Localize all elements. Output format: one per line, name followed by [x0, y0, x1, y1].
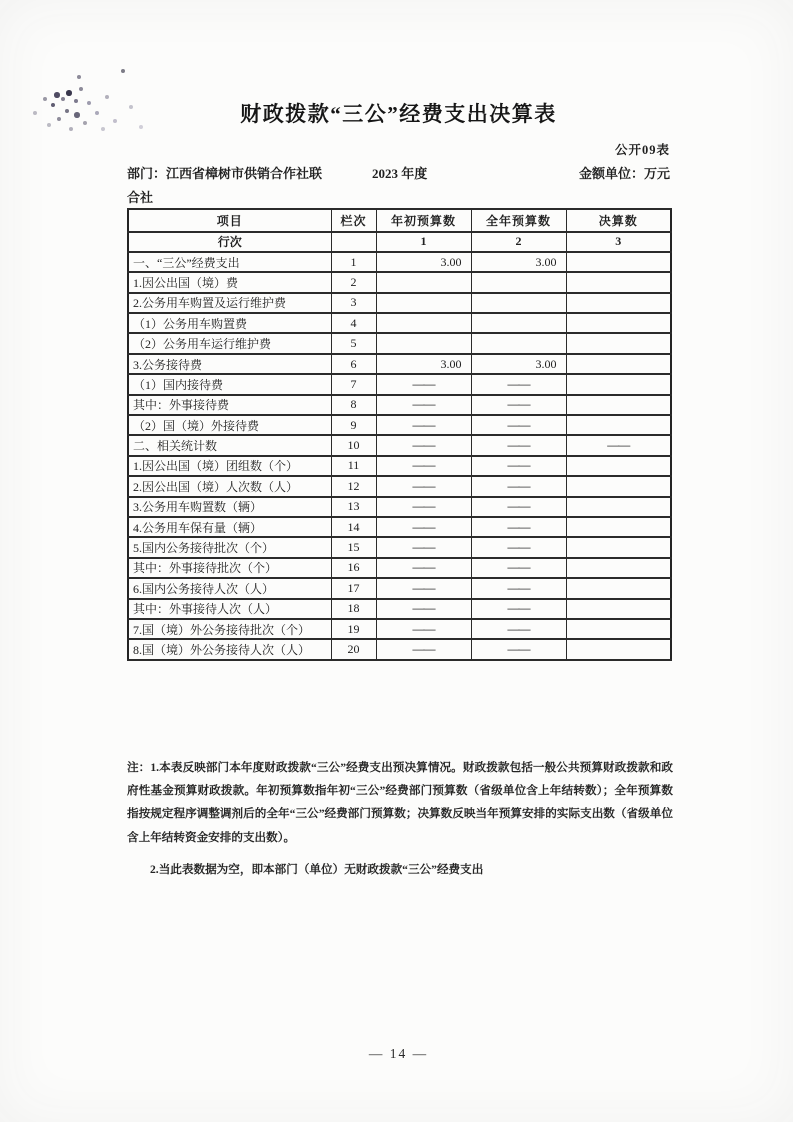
table-row	[128, 354, 671, 374]
table-row	[128, 599, 671, 619]
item-cell: 其中：外事接待费	[128, 395, 331, 415]
initial-budget-cell: 3.00	[376, 354, 471, 374]
initial-budget-cell: ——	[376, 639, 471, 659]
annual-budget-cell: ——	[471, 435, 566, 455]
line-number-cell: 2	[331, 272, 376, 292]
final-accounts-cell	[566, 456, 671, 476]
note-2: 2.当此表数据为空，即本部门（单位）无财政拨款“三公”经费支出	[150, 862, 484, 876]
subheader-col1: 1	[376, 232, 471, 252]
final-accounts-cell	[566, 415, 671, 435]
table-row	[128, 272, 671, 292]
initial-budget-cell: ——	[376, 537, 471, 557]
initial-budget-cell: ——	[376, 619, 471, 639]
item-cell: 3.公务接待费	[128, 354, 331, 374]
item-cell: （2）国（境）外接待费	[128, 415, 331, 435]
initial-budget-cell: ——	[376, 456, 471, 476]
annual-budget-cell: ——	[471, 578, 566, 598]
table-row	[128, 313, 671, 333]
item-cell: 3.公务用车购置数（辆）	[128, 497, 331, 517]
initial-budget-cell: 3.00	[376, 252, 471, 272]
initial-budget-cell: ——	[376, 476, 471, 496]
initial-budget-cell: ——	[376, 558, 471, 578]
item-cell: 二、相关统计数	[128, 435, 331, 455]
item-cell: 4.公务用车保有量（辆）	[128, 517, 331, 537]
subheader-col3: 3	[566, 232, 671, 252]
column-header-item: 项目	[128, 209, 331, 232]
table-row	[128, 578, 671, 598]
final-accounts-cell	[566, 293, 671, 313]
item-cell: 一、“三公”经费支出	[128, 252, 331, 272]
line-number-cell: 3	[331, 293, 376, 313]
table-header-row	[128, 209, 671, 232]
initial-budget-cell: ——	[376, 578, 471, 598]
line-number-cell: 1	[331, 252, 376, 272]
table-row	[128, 374, 671, 394]
table-body	[128, 252, 671, 660]
item-cell: 7.国（境）外公务接待批次（个）	[128, 619, 331, 639]
line-number-cell: 19	[331, 619, 376, 639]
line-number-cell: 4	[331, 313, 376, 333]
item-cell: 其中：外事接待人次（人）	[128, 599, 331, 619]
annual-budget-cell: ——	[471, 476, 566, 496]
final-accounts-cell	[566, 619, 671, 639]
final-accounts-cell	[566, 497, 671, 517]
notes-block	[127, 756, 673, 881]
expenditure-table	[127, 208, 672, 661]
table-row	[128, 476, 671, 496]
subheader-row-label: 行次	[128, 232, 331, 252]
item-cell: （2）公务用车运行维护费	[128, 333, 331, 353]
final-accounts-cell	[566, 558, 671, 578]
item-cell: 5.国内公务接待批次（个）	[128, 537, 331, 557]
department-label-wrap: 合社	[127, 190, 154, 205]
line-number-cell: 11	[331, 456, 376, 476]
item-cell: 2.因公出国（境）人次数（人）	[128, 476, 331, 496]
annual-budget-cell	[471, 272, 566, 292]
final-accounts-cell	[566, 252, 671, 272]
table-row	[128, 435, 671, 455]
table-row	[128, 558, 671, 578]
annual-budget-cell: ——	[471, 517, 566, 537]
line-number-cell: 15	[331, 537, 376, 557]
column-header-annual-budget: 全年预算数	[471, 209, 566, 232]
initial-budget-cell: ——	[376, 374, 471, 394]
final-accounts-cell	[566, 313, 671, 333]
table-row	[128, 639, 671, 659]
initial-budget-cell	[376, 272, 471, 292]
annual-budget-cell: ——	[471, 619, 566, 639]
table-row	[128, 252, 671, 272]
page-number: — 14 —	[368, 1046, 429, 1061]
final-accounts-cell	[566, 395, 671, 415]
initial-budget-cell: ——	[376, 517, 471, 537]
line-number-cell: 17	[331, 578, 376, 598]
annual-budget-cell: ——	[471, 599, 566, 619]
final-accounts-cell	[566, 639, 671, 659]
final-accounts-cell	[566, 578, 671, 598]
line-number-cell: 20	[331, 639, 376, 659]
table-row	[128, 497, 671, 517]
line-number-cell: 14	[331, 517, 376, 537]
page-title: 财政拨款“三公”经费支出决算表	[240, 102, 557, 126]
annual-budget-cell	[471, 313, 566, 333]
line-number-cell: 8	[331, 395, 376, 415]
annual-budget-cell: ——	[471, 558, 566, 578]
item-cell: （1）国内接待费	[128, 374, 331, 394]
table-row	[128, 456, 671, 476]
table-row	[128, 537, 671, 557]
item-cell: （1）公务用车购置费	[128, 313, 331, 333]
subheader-blank-cell	[331, 232, 376, 252]
item-cell: 1.因公出国（境）费	[128, 272, 331, 292]
final-accounts-cell	[566, 476, 671, 496]
final-accounts-cell	[566, 374, 671, 394]
final-accounts-cell	[566, 599, 671, 619]
line-number-cell: 6	[331, 354, 376, 374]
item-cell: 其中：外事接待批次（个）	[128, 558, 331, 578]
line-number-cell: 5	[331, 333, 376, 353]
table-row	[128, 517, 671, 537]
annual-budget-cell: ——	[471, 395, 566, 415]
table-subheader-row	[128, 232, 671, 252]
subheader-col2: 2	[471, 232, 566, 252]
initial-budget-cell	[376, 333, 471, 353]
final-accounts-cell	[566, 537, 671, 557]
line-number-cell: 18	[331, 599, 376, 619]
line-number-cell: 12	[331, 476, 376, 496]
annual-budget-cell: 3.00	[471, 354, 566, 374]
item-cell: 1.因公出国（境）团组数（个）	[128, 456, 331, 476]
initial-budget-cell: ——	[376, 395, 471, 415]
final-accounts-cell	[566, 333, 671, 353]
form-code-label: 公开09表	[614, 143, 670, 157]
item-cell: 2.公务用车购置及运行维护费	[128, 293, 331, 313]
table-row	[128, 619, 671, 639]
line-number-cell: 16	[331, 558, 376, 578]
line-number-cell: 13	[331, 497, 376, 517]
initial-budget-cell: ——	[376, 435, 471, 455]
fiscal-year-label: 2023 年度	[372, 166, 428, 181]
column-header-initial-budget: 年初预算数	[376, 209, 471, 232]
initial-budget-cell: ——	[376, 497, 471, 517]
annual-budget-cell: ——	[471, 374, 566, 394]
annual-budget-cell: ——	[471, 537, 566, 557]
table-row	[128, 415, 671, 435]
annual-budget-cell: ——	[471, 415, 566, 435]
annual-budget-cell: 3.00	[471, 252, 566, 272]
annual-budget-cell	[471, 293, 566, 313]
initial-budget-cell	[376, 293, 471, 313]
column-header-column-no: 栏次	[331, 209, 376, 232]
initial-budget-cell	[376, 313, 471, 333]
table-row	[128, 395, 671, 415]
annual-budget-cell: ——	[471, 497, 566, 517]
line-number-cell: 10	[331, 435, 376, 455]
column-header-final-accounts: 决算数	[566, 209, 671, 232]
final-accounts-cell	[566, 354, 671, 374]
item-cell: 6.国内公务接待人次（人）	[128, 578, 331, 598]
table-row	[128, 333, 671, 353]
amount-unit-label: 金额单位：万元	[578, 166, 670, 181]
final-accounts-cell	[566, 517, 671, 537]
line-number-cell: 7	[331, 374, 376, 394]
annual-budget-cell	[471, 333, 566, 353]
document-meta-row	[127, 163, 670, 181]
department-label: 部门：江西省樟树市供销合作社联	[127, 166, 323, 181]
initial-budget-cell: ——	[376, 415, 471, 435]
note-1: 注：1.本表反映部门本年度财政拨款“三公”经费支出预决算情况。财政拨款包括一般公共预算财政拨款和政府性基金预算财政拨款。年初预算数指年初“三公”经费部门预算数（省级单位含上年结转数）；全年预算数指按规定程序调整调剂后的全年“三公”经费部门预算数；决算数反映当年预算安排的实际支出数（省级单位含上年结转资金安排的支出数）。	[127, 761, 673, 844]
initial-budget-cell: ——	[376, 599, 471, 619]
line-number-cell: 9	[331, 415, 376, 435]
ink-smudge	[18, 62, 20, 64]
final-accounts-cell	[566, 272, 671, 292]
final-accounts-cell: ——	[566, 435, 671, 455]
annual-budget-cell: ——	[471, 639, 566, 659]
annual-budget-cell: ——	[471, 456, 566, 476]
item-cell: 8.国（境）外公务接待人次（人）	[128, 639, 331, 659]
table-row	[128, 293, 671, 313]
